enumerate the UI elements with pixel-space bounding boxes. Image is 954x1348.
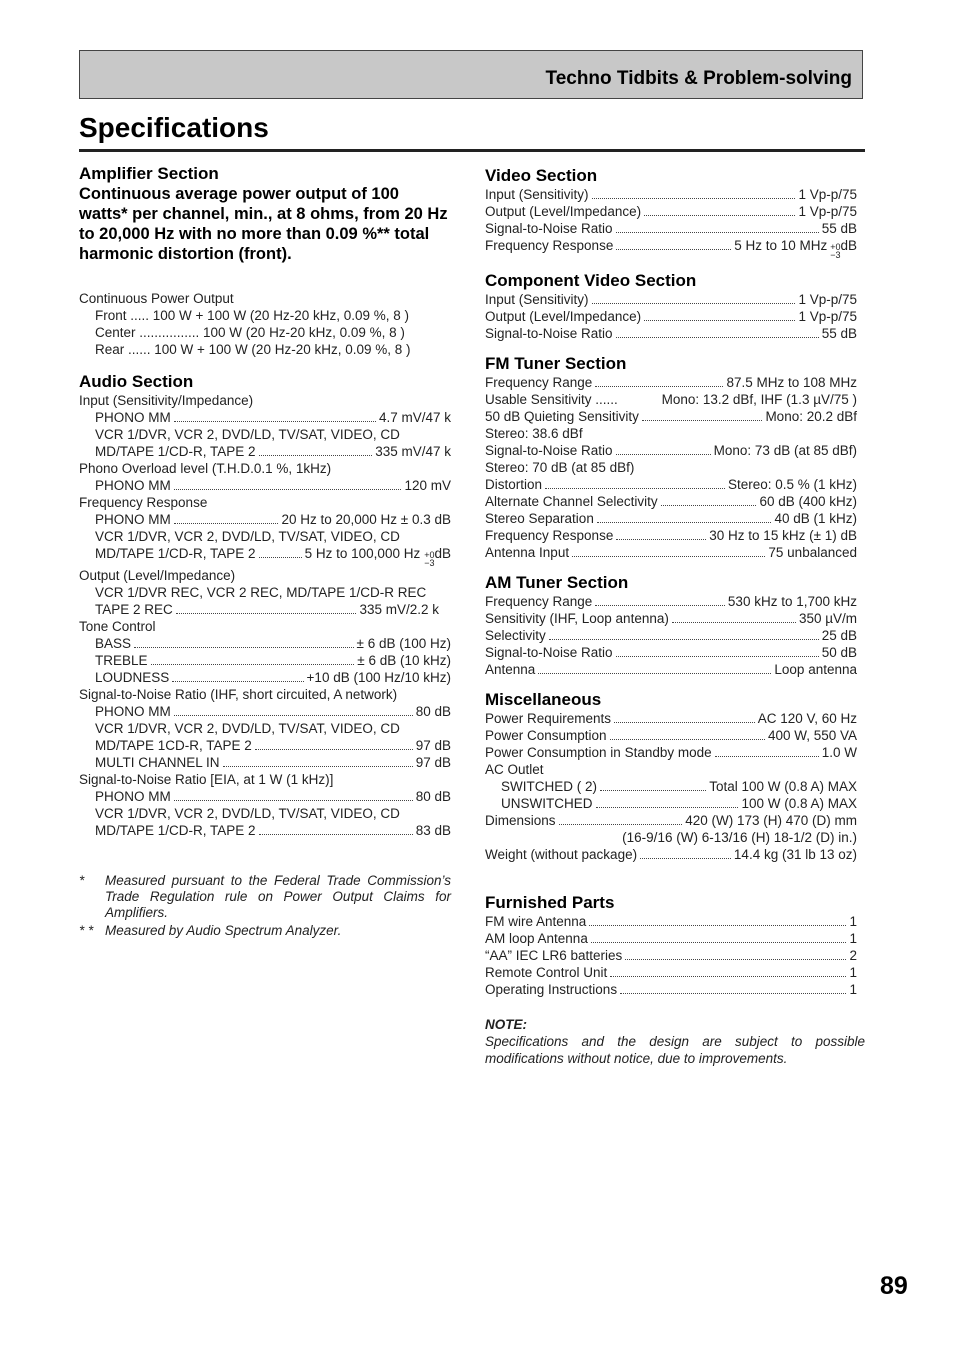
spec-line: VCR 1/DVR, VCR 2, DVD/LD, TV/SAT, VIDEO, CD	[95, 721, 400, 736]
spec-row: Input (Sensitivity) 1 Vp-p/75	[485, 292, 857, 307]
am-heading: AM Tuner Section	[485, 573, 629, 592]
spec-row: MD/TAPE 1CD-R, TAPE 2 97 dB	[95, 738, 451, 753]
spec-row: Sensitivity (IHF, Loop antenna) 350 µV/m	[485, 611, 857, 626]
spec-row: Signal-to-Noise Ratio 50 dB	[485, 645, 857, 660]
spec-line: (16-9/16 (W) 6-13/16 (H) 18-1/2 (D) in.)	[622, 830, 857, 845]
ac-outlet-label: AC Outlet	[485, 762, 544, 777]
spec-row: Signal-to-Noise Ratio 55 dB	[485, 326, 857, 341]
spec-line: Stereo: 38.6 dBf	[485, 426, 583, 441]
spec-row: UNSWITCHED 100 W (0.8 A) MAX	[501, 796, 857, 811]
right-column	[485, 166, 865, 1067]
footnote: * Measured pursuant to the Federal Trade Commission’s Trade Regulation rule on Power Output Claims for Amplifiers.	[79, 873, 451, 920]
spec-row: Dimensions 420 (W) 173 (H) 470 (D) mm	[485, 813, 857, 828]
spec-row: Alternate Channel Selectivity 60 dB (400 kHz)	[485, 494, 857, 509]
video-heading: Video Section	[485, 166, 598, 185]
section-header-bar	[79, 50, 863, 99]
list-item: AM loop Antenna 1	[485, 931, 857, 946]
misc-section	[485, 690, 857, 863]
spec-row: Power Requirements AC 120 V, 60 Hz	[485, 711, 857, 726]
spec-row: PHONO MM 4.7 mV/47 k	[95, 410, 451, 425]
footnotes	[79, 873, 451, 939]
spec-row: Frequency Range 530 kHz to 1,700 kHz	[485, 594, 857, 609]
spec-row: MD/TAPE 1/CD-R, TAPE 2 5 Hz to 100,000 Hz +0 −3 dB	[95, 546, 451, 568]
spec-row: Input (Sensitivity) 1 Vp-p/75	[485, 187, 857, 202]
list-item: “AA” IEC LR6 batteries 2	[485, 948, 857, 963]
cpo-label: Continuous Power Output	[79, 291, 234, 306]
spec-line: VCR 1/DVR, VCR 2, DVD/LD, TV/SAT, VIDEO, CD	[95, 806, 400, 821]
spec-line: Stereo: 70 dB (at 85 dBf)	[485, 460, 635, 475]
spec-row: TREBLE ± 6 dB (10 kHz)	[95, 653, 451, 668]
footnote: * * Measured by Audio Spectrum Analyzer.	[79, 923, 342, 938]
spec-row: Antenna Loop antenna	[485, 662, 857, 677]
spec-row: SWITCHED ( 2) Total 100 W (0.8 A) MAX	[501, 779, 857, 794]
spec-row: PHONO MM 80 dB	[95, 704, 451, 719]
spec-row: 50 dB Quieting Sensitivity Mono: 20.2 dBf	[485, 409, 857, 424]
spec-row: TAPE 2 REC 335 mV/2.2 k	[95, 602, 439, 617]
spec-line: VCR 1/DVR REC, VCR 2 REC, MD/TAPE 1/CD-R REC	[95, 585, 427, 600]
amplifier-section	[79, 164, 451, 358]
spec-row: MULTI CHANNEL IN 97 dB	[95, 755, 451, 770]
page-title: Specifications	[79, 112, 269, 143]
spec-row: Distortion Stereo: 0.5 % (1 kHz)	[485, 477, 857, 492]
spec-row: PHONO MM 80 dB	[95, 789, 451, 804]
spec-row: LOUDNESS +10 dB (100 Hz/10 kHz)	[95, 670, 451, 685]
spec-row: PHONO MM 20 Hz to 20,000 Hz ± 0.3 dB	[95, 512, 451, 527]
spec-row: Antenna Input 75 unbalanced	[485, 545, 857, 560]
amplifier-heading: Amplifier Section	[79, 164, 219, 183]
spec-row: Power Consumption 400 W, 550 VA	[485, 728, 857, 743]
misc-heading: Miscellaneous	[485, 690, 602, 709]
spec-row: Usable Sensitivity ...... Mono: 13.2 dBf, IHF (1.3 µV/75 )	[485, 392, 857, 407]
tone-label: Tone Control	[79, 619, 156, 634]
left-column	[79, 164, 451, 939]
parts-section	[485, 893, 857, 998]
spec-row: Frequency Range 87.5 MHz to 108 MHz	[485, 375, 857, 390]
spec-line: VCR 1/DVR, VCR 2, DVD/LD, TV/SAT, VIDEO, CD	[95, 529, 400, 544]
list-item: Operating Instructions 1	[485, 982, 857, 997]
center-power: Center ................ 100 W (20 Hz-20 kHz, 0.09 %, 8 )	[95, 325, 405, 340]
parts-heading: Furnished Parts	[485, 893, 615, 912]
spec-row: Stereo Separation 40 dB (1 kHz)	[485, 511, 857, 526]
title-rule	[79, 149, 865, 152]
fm-section	[485, 354, 857, 561]
input-label: Input (Sensitivity/Impedance)	[79, 393, 254, 408]
spec-line: VCR 1/DVR, VCR 2, DVD/LD, TV/SAT, VIDEO, CD	[95, 427, 400, 442]
spec-row: MD/TAPE 1/CD-R, TAPE 2 83 dB	[95, 823, 451, 838]
spec-row: Selectivity 25 dB	[485, 628, 857, 643]
spec-row: Signal-to-Noise Ratio Mono: 73 dB (at 85 dBf)	[485, 443, 857, 458]
spec-row: PHONO MM 120 mV	[95, 478, 451, 493]
audio-heading: Audio Section	[79, 372, 194, 391]
spec-row: MD/TAPE 1/CD-R, TAPE 2 335 mV/47 k	[95, 444, 451, 459]
spec-row: Output (Level/Impedance) 1 Vp-p/75	[485, 204, 857, 219]
section-header-title: Techno Tidbits & Problem-solving	[545, 68, 852, 89]
spec-row: Signal-to-Noise Ratio 55 dB	[485, 221, 857, 236]
front-power: Front ..... 100 W + 100 W (20 Hz-20 kHz, 0.09 %, 8 )	[95, 308, 409, 323]
audio-section	[79, 372, 451, 839]
list-item: FM wire Antenna 1	[485, 914, 857, 929]
page-number: 89	[880, 1272, 908, 1300]
spec-row: Frequency Response 30 Hz to 15 kHz (± 1) dB	[485, 528, 857, 543]
list-item: Remote Control Unit 1	[485, 965, 857, 980]
output-label: Output (Level/Impedance)	[79, 568, 236, 583]
component-section	[485, 271, 857, 342]
snr1-label: Signal-to-Noise Ratio (IHF, short circuited, A network)	[79, 687, 398, 702]
spec-row: Weight (without package) 14.4 kg (31 lb 13 oz)	[485, 847, 857, 862]
component-heading: Component Video Section	[485, 271, 697, 290]
snr2-label: Signal-to-Noise Ratio [EIA, at 1 W (1 kHz)]	[79, 772, 334, 787]
spec-row: Output (Level/Impedance) 1 Vp-p/75	[485, 309, 857, 324]
spec-row: Frequency Response 5 Hz to 10 MHz +0 −3 dB	[485, 238, 857, 260]
fm-heading: FM Tuner Section	[485, 354, 627, 373]
amplifier-statement: Continuous average power output of 100 watts* per channel, min., at 8 ohms, from 20 Hz to 20,000 Hz with no more than 0.09 %** total harmonic distortion (front).	[79, 185, 448, 263]
video-section	[485, 166, 857, 259]
fr-label: Frequency Response	[79, 495, 208, 510]
spec-row: BASS ± 6 dB (100 Hz)	[95, 636, 451, 651]
note-heading: NOTE:	[485, 1017, 527, 1032]
rear-power: Rear ...... 100 W + 100 W (20 Hz-20 kHz, 0.09 %, 8 )	[95, 342, 411, 357]
am-section	[485, 573, 857, 678]
overload-label: Phono Overload level (T.H.D.0.1 %, 1kHz)	[79, 461, 332, 476]
note	[485, 1016, 865, 1067]
spec-row: Power Consumption in Standby mode 1.0 W	[485, 745, 857, 760]
note-text: Specifications and the design are subject to possible modifications without notice, due to improvements.	[485, 1034, 865, 1066]
